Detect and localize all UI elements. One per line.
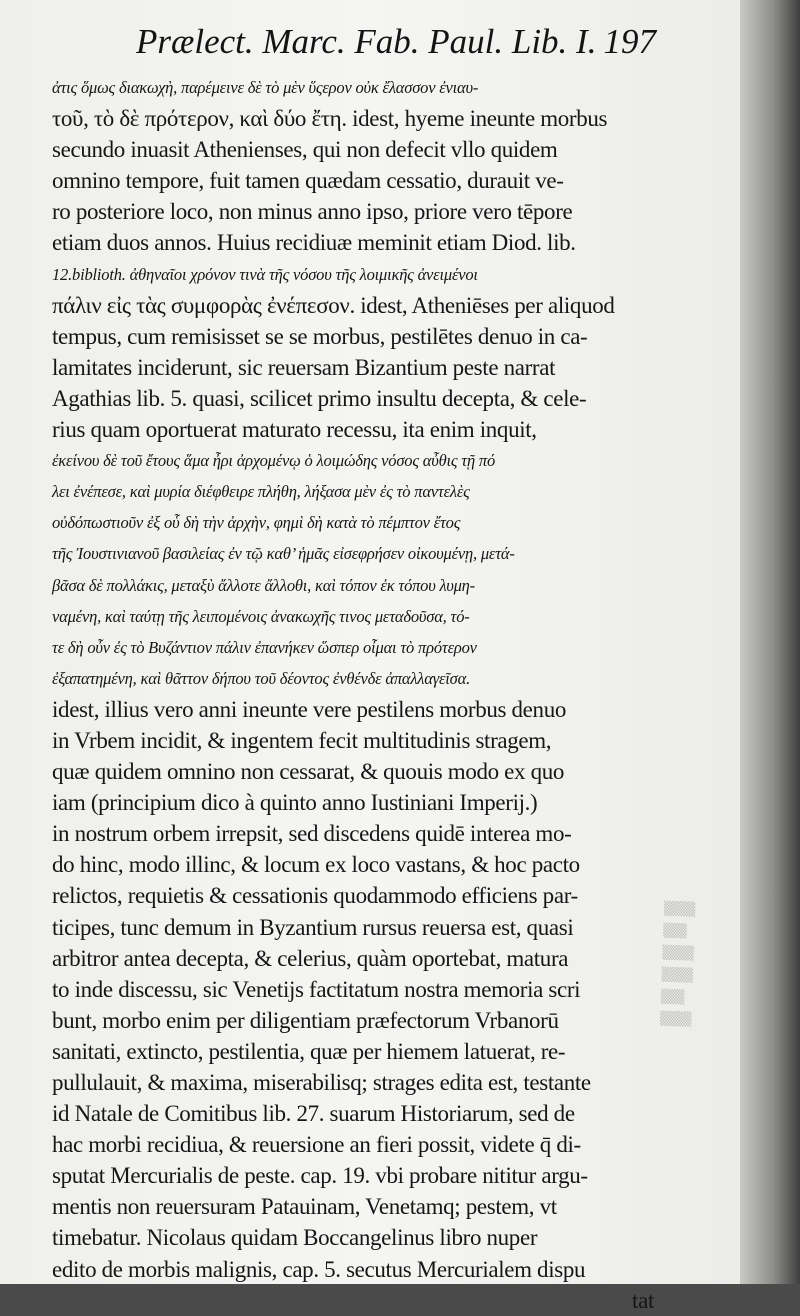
text-line: ἀτις ὅμως διακωχὴ, παρέμεινε δὲ τὸ μὲν ὕςερον οὐκ ἔλασσον ἐνιαυ-: [52, 78, 479, 97]
text-line: ticipes, tunc demum in Byzantium rursus reuersa est, quasi: [52, 914, 574, 940]
text-line: etiam duos annos. Huius recidiuæ meminit etiam Diod. lib.: [52, 230, 576, 256]
text-line: sanitati, extincto, pestilentia, quæ per hiemem latuerat, re-: [52, 1038, 566, 1064]
text-line: in Vrbem incidit, & ingentem fecit multitudinis stragem,: [52, 727, 552, 753]
text-line: τε δὴ οὖν ἐς τὸ Βυζάντιον πάλιν ἐπανήκεν ὥσπερ οἶμαι τὸ πρότερον: [52, 637, 477, 657]
text-line: lamitates inciderunt, sic reuersam Bizantium peste narrat: [52, 354, 556, 380]
text-line: omnino tempore, fuit tamen quædam cessatio, durauit ve-: [52, 168, 564, 194]
text-line: id Natale de Comitibus lib. 27. suarum Historiarum, sed de: [52, 1101, 575, 1127]
page-header: [136, 22, 656, 66]
text-line: in nostrum orbem irrepsit, sed discedens quidē interea mo-: [52, 821, 572, 847]
text-line: pullulauit, & maxima, miserabilisq; strages edita est, testante: [52, 1070, 591, 1095]
text-line: ναμένη, καὶ ταύτῃ τῆς λειπομένοις ἀνακωχῆς τινος μεταδοῦσα, τό-: [52, 606, 470, 626]
text-line: τῆς Ἰουστινιανοῦ βασιλείας ἐν τῷ καθ’ ἡμᾶς εἰσεφρήσεν οἰκουμένῃ, μετά-: [52, 544, 515, 564]
bleed-through-text: ▒▒▒▒ ▒▒▒ ▒▒▒▒ ▒▒▒▒ ▒▒▒ ▒▒▒▒: [659, 901, 696, 1028]
text-line: ro posteriore loco, non minus anno ipso, priore vero tēpore: [52, 199, 573, 225]
text-line: edito de morbis malignis, cap. 5. secutus Mercurialem dispu: [52, 1256, 586, 1282]
text-line: tat: [632, 1287, 654, 1313]
text-line: quæ quidem omnino non cessarat, & quouis modo ex quo: [52, 759, 565, 785]
text-line: sputat Mercurialis de peste. cap. 19. vbi probare nititur argu-: [52, 1163, 588, 1189]
text-line: hac morbi recidiua, & reuersione an fieri possit, videte q̄ di-: [52, 1132, 581, 1158]
text-line: relictos, requietis & cessationis quodammodo efficiens par-: [52, 883, 578, 909]
text-line: do hinc, modo illinc, & locum ex loco vastans, & hoc pacto: [52, 852, 580, 878]
text-line: idest, illius vero anni ineunte vere pestilens morbus denuo: [52, 696, 566, 722]
page-number: 197: [603, 22, 656, 61]
book-gutter-shadow: [740, 0, 800, 1284]
text-line: bunt, morbo enim per diligentiam præfectorum Vrbanorū: [52, 1007, 559, 1033]
text-line: ἐκείνου δὲ τοῦ ἔτους ἅμα ἦρι ἀρχομένῳ ὁ λοιμώδης νόσος αὖθις τῇ πό: [52, 451, 496, 471]
text-line: τοῦ, τὸ δὲ πρότερον, καὶ δύο ἔτη. idest, hyeme ineunte morbus: [52, 106, 608, 132]
text-line: timebatur. Nicolaus quidam Boccangelinus libro nuper: [52, 1225, 538, 1251]
text-line: Agathias lib. 5. quasi, scilicet primo insultu decepta, & cele-: [52, 385, 587, 411]
running-head: Prælect. Marc. Fab. Paul. Lib. I.: [136, 22, 597, 61]
text-line: βᾶσα δὲ πολλάκις, μεταξὺ ἄλλοτε ἄλλοθι, καὶ τόπον ἐκ τόπου λυμη-: [52, 575, 475, 595]
text-line: οὐδόπωστιοῦν ἐξ οὗ δὴ τὴν ἀρχὴν, φημὶ δὴ κατὰ τὸ πέμπτον ἔτος: [52, 513, 461, 533]
text-line: rius quam oportuerat maturato recessu, ita enim inquit,: [52, 417, 537, 443]
text-line: iam (principium dico à quinto anno Iustiniani Imperij.): [52, 790, 538, 816]
text-line: 12.biblioth. ἀθηναῖοι χρόνον τινὰ τῆς νόσου τῆς λοιμικῆς ἀνειμένοι: [52, 264, 478, 284]
text-line: secundo inuasit Athenienses, qui non defecit vllo quidem: [52, 137, 558, 163]
text-line: arbitror antea decepta, & celerius, quàm oportebat, matura: [52, 945, 569, 971]
text-line: ἐξαπατημένη, καὶ θᾶττον δήπου τοῦ δέοντος ἐνθένδε ἀπαλλαγεῖσα.: [52, 668, 471, 688]
text-line: tempus, cum remisisset se se morbus, pestilētes denuo in ca-: [52, 323, 588, 349]
text-line: λει ἐνέπεσε, καὶ μυρία διέφθειρε πλήθη, λήξασα μὲν ἐς τὸ παντελὲς: [52, 482, 470, 502]
text-line: mentis non reuersuram Patauinam, Venetamq; pestem, vt: [52, 1194, 557, 1220]
text-line: to inde discessu, sic Venetijs factitatum nostra memoria scri: [52, 976, 581, 1002]
text-line: πάλιν εἰς τὰς συμφορὰς ἐνέπεσον. idest, Atheniēses per aliquod: [52, 292, 615, 318]
body-text: [52, 72, 672, 1316]
